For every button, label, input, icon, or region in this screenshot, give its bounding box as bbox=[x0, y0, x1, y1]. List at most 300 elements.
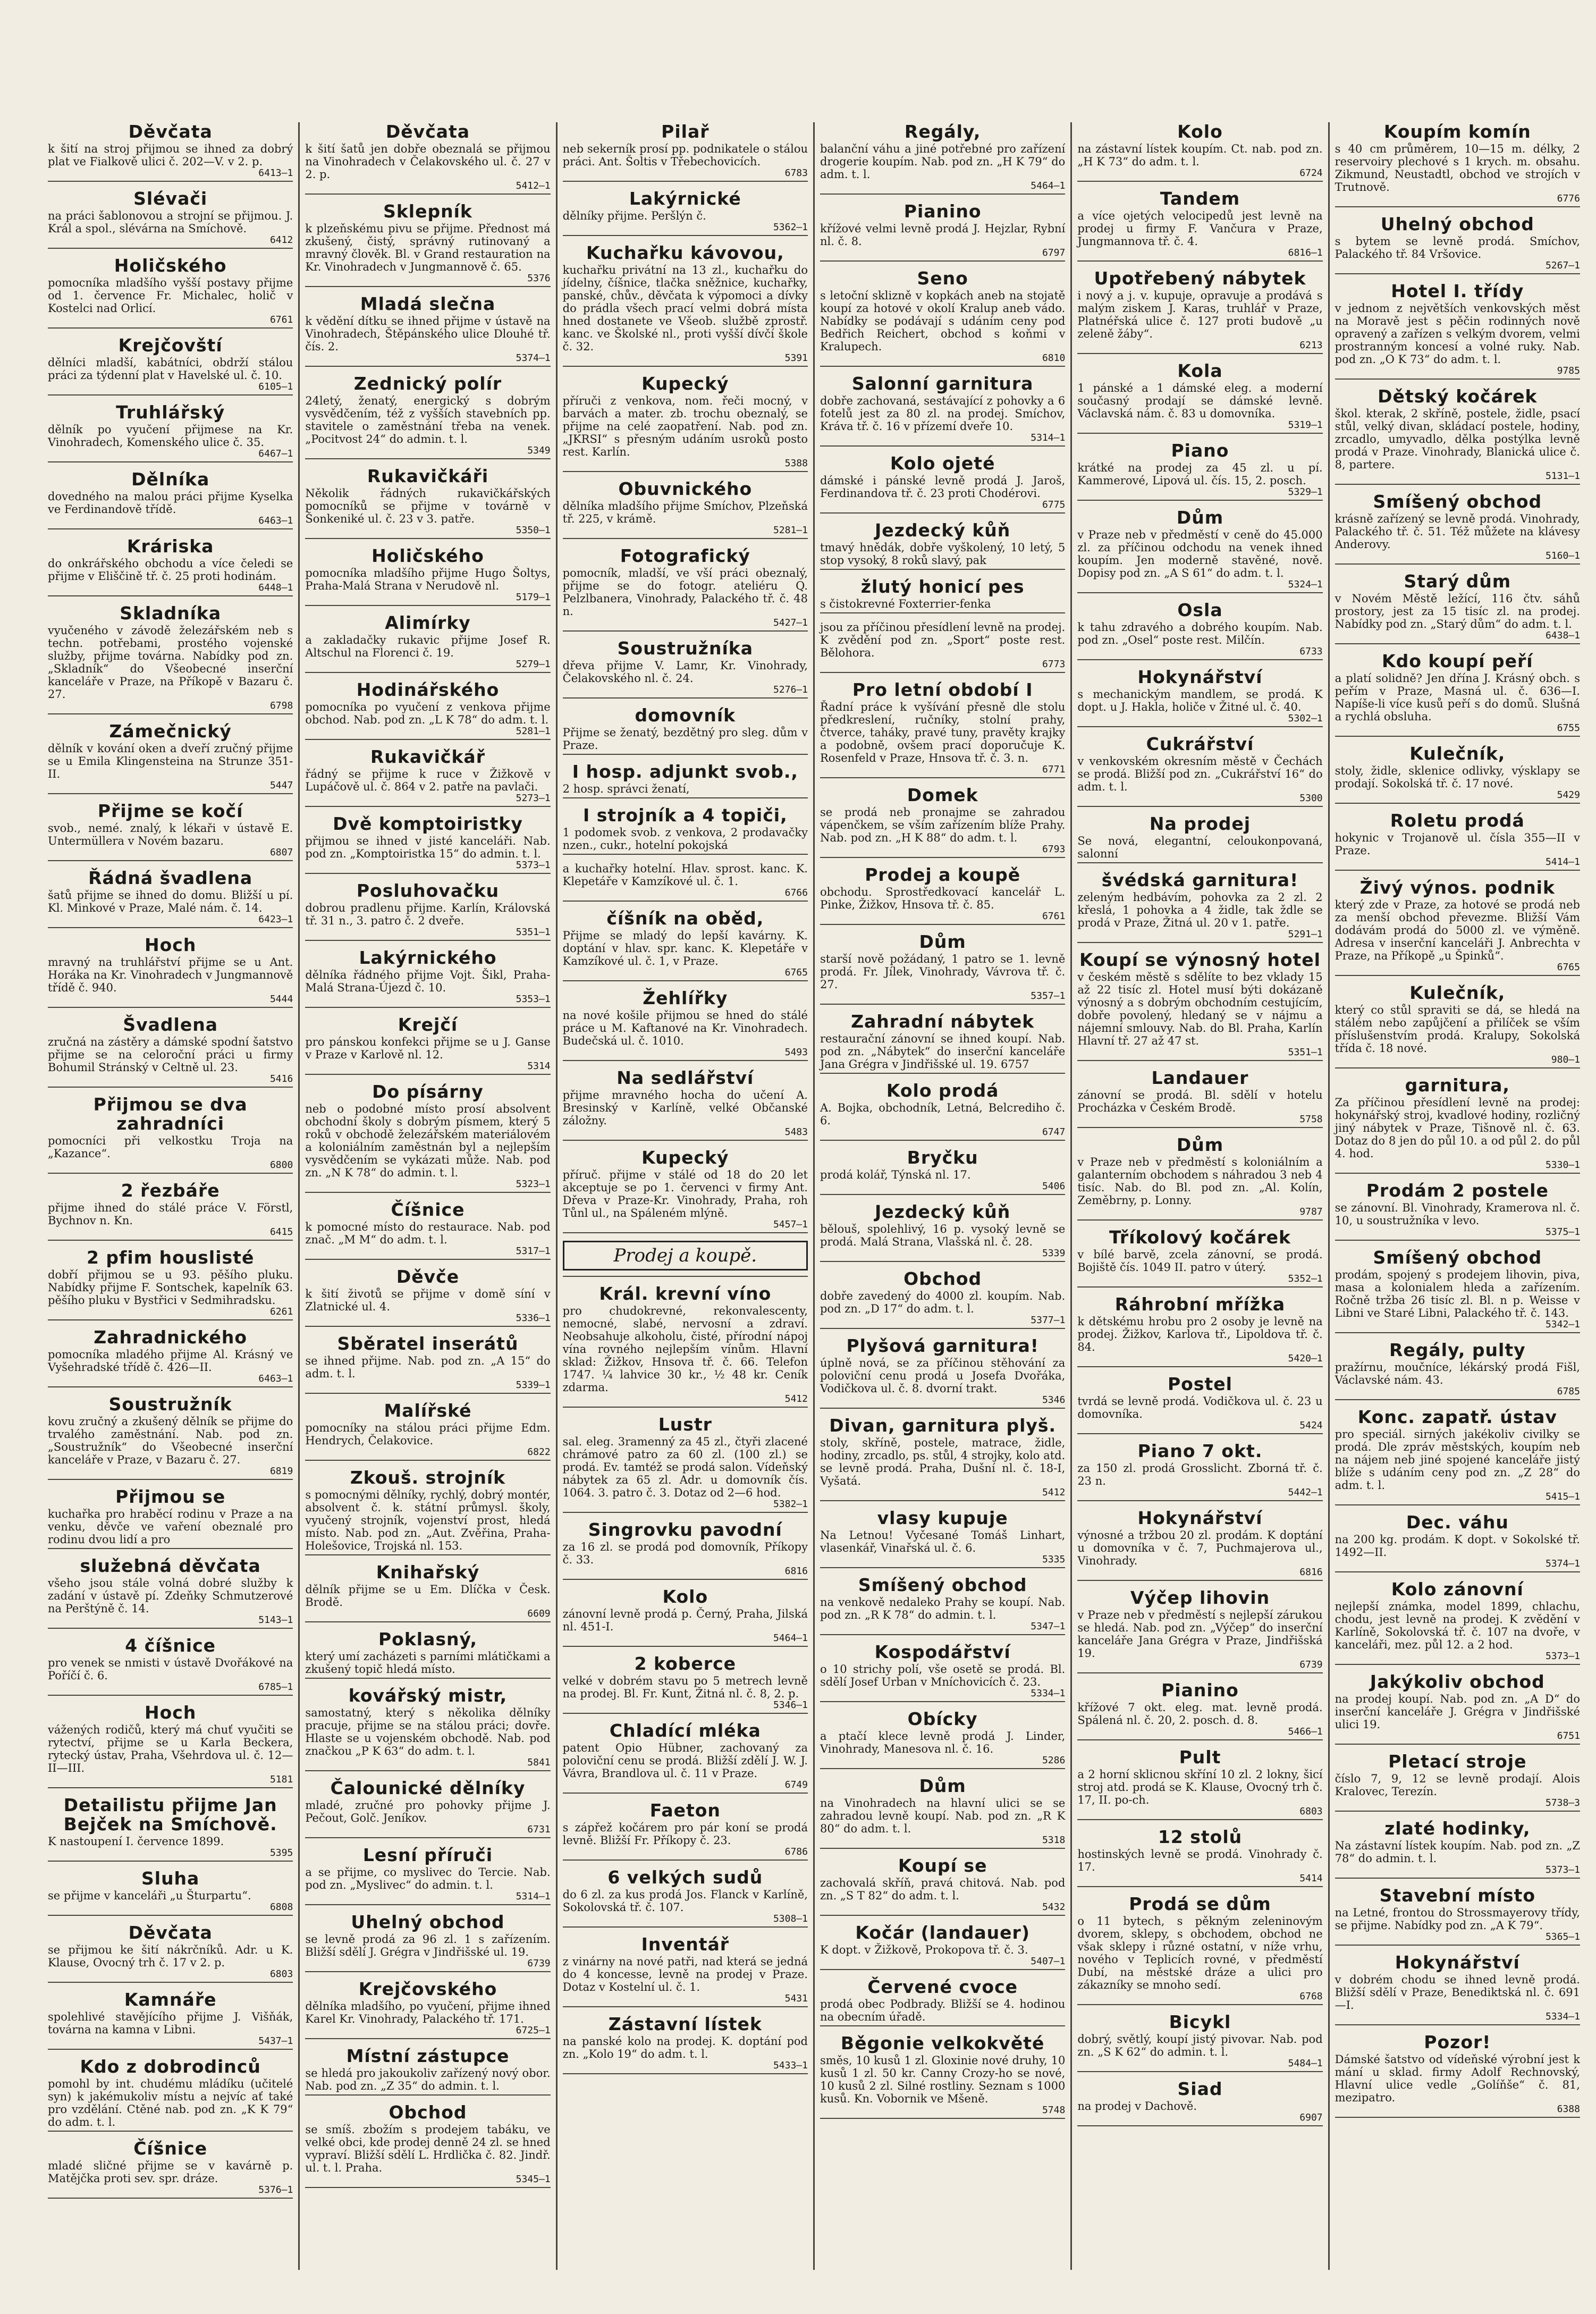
ad-divider bbox=[820, 1634, 1065, 1635]
classified-ad bbox=[1077, 1068, 1322, 1128]
ad-code: 5308—1 bbox=[773, 1913, 808, 1924]
ad-text: A. Bojka, obchodník, Letná, Belcrediho č. 6. bbox=[820, 1101, 1066, 1127]
classified-ad bbox=[1077, 735, 1322, 807]
ad-heading: Jezdecký kůň bbox=[874, 520, 1011, 541]
ad-divider bbox=[563, 1646, 808, 1647]
ad-code: 6793 bbox=[1042, 844, 1066, 855]
ad-divider bbox=[563, 235, 808, 236]
classified-ad bbox=[820, 1856, 1065, 1916]
ad-code: 6907 bbox=[1299, 2112, 1323, 2123]
ad-divider bbox=[1077, 353, 1322, 354]
ad-text: pomocníka po vyučení z venkova přijme obchod. Nab. pod zn. „L K 78“ do adm. t. l. bbox=[305, 701, 551, 726]
classified-ad bbox=[563, 189, 808, 236]
ad-text: se hledá pro jakoukoliv zařízený nový obor. Nab. pod zn. „Z 35“ do admin. t. l. bbox=[305, 2067, 551, 2092]
ad-heading: zlaté hodinky, bbox=[1384, 1818, 1531, 1839]
ad-text: pomohl by int. chudému mládíku (učitelé syn) k jakémukoliv místu a nejvíc ať také pro vzdělání. Ctěné nab. pod zn. „K K 79“ do adm. t. l. bbox=[48, 2077, 293, 2128]
ad-heading: Jezdecký kůň bbox=[874, 1201, 1011, 1222]
ad-code: 6388 bbox=[1557, 2103, 1580, 2115]
classified-ad bbox=[305, 1913, 550, 1972]
ad-heading: Děvčata bbox=[128, 1922, 213, 1943]
ad-divider bbox=[563, 854, 808, 855]
ad-heading: Osla bbox=[1177, 600, 1223, 620]
ad-heading: Starý dům bbox=[1404, 571, 1511, 592]
ad-text: restaurační zánovní se ihned koupí. Nab. pod zn. „Nábytek“ do inserční kanceláře Jana Grégra v Jindřišské ul. 19. 6757 bbox=[820, 1032, 1066, 1071]
ad-code: 5414—1 bbox=[1545, 856, 1580, 868]
classified-ad bbox=[820, 2034, 1065, 2119]
ad-code: 5291—1 bbox=[1288, 929, 1323, 940]
classified-ad bbox=[1335, 387, 1580, 485]
classified-ad bbox=[820, 1777, 1065, 1849]
ad-code: 6761 bbox=[1042, 911, 1066, 922]
ad-code: 6771 bbox=[1042, 764, 1066, 775]
ad-divider bbox=[1077, 862, 1322, 863]
ad-code: 6761 bbox=[269, 314, 293, 325]
ad-divider bbox=[305, 1259, 550, 1260]
ad-heading: Smíšený obchod bbox=[858, 1575, 1027, 1595]
ad-text: dělník v kování oken a dveří zručný přijme se u Emila Klingensteina na Strunze 351-II. bbox=[48, 742, 293, 780]
ad-code: 5330—1 bbox=[1545, 1159, 1580, 1171]
ad-text: spolehlivé stavějícího přijme J. Višňák, továrna na kamna v Libni. bbox=[48, 2010, 293, 2036]
ad-code: 6755 bbox=[1557, 722, 1580, 734]
ad-heading: kovářský mistr, bbox=[348, 1685, 508, 1706]
ad-divider bbox=[305, 739, 550, 740]
ad-heading: Bryčku bbox=[907, 1147, 978, 1168]
ad-heading: Salonní garnitura bbox=[851, 373, 1034, 394]
ad-divider bbox=[563, 2073, 808, 2074]
ad-divider bbox=[305, 1192, 550, 1193]
ad-code: 6725—1 bbox=[516, 2025, 551, 2036]
classified-ad bbox=[48, 1869, 293, 1916]
classified-ad bbox=[48, 1181, 293, 1241]
ad-text: s čistokrevné Foxterrier-fenka bbox=[820, 598, 991, 610]
ad-text: k plzeňskému pivu se přijme. Přednost má zkušený, čistý, správný rutinovaný a mravný člověk. Bl. v Grand restauration na Kr. Vinohradech v Jungmannově č. 65. bbox=[305, 222, 551, 273]
ad-divider bbox=[820, 1768, 1065, 1769]
ad-heading: Uhelný obchod bbox=[351, 1912, 505, 1932]
classified-ad bbox=[1335, 1408, 1580, 1505]
classified-ad bbox=[48, 869, 293, 928]
ad-heading: Kdo z dobrodinců bbox=[80, 2056, 261, 2077]
ad-heading: Kospodářství bbox=[874, 1642, 1011, 1662]
ad-text: škol. kterak, 2 skříně, postele, židle, psací stůl, velký divan, skládací postele, hodiny, zrcadlo, umyvadlo, dělka postýlka levně prodá v Praze. Vinohrady, Blanická ulice č. 8, partere. bbox=[1335, 407, 1580, 471]
ad-heading: Konc. zapatř. ústav bbox=[1357, 1407, 1557, 1427]
classified-ad bbox=[48, 1095, 293, 1174]
classified-ad bbox=[563, 1068, 808, 1141]
ad-heading: Dům bbox=[1176, 507, 1224, 528]
ad-code: 5427—1 bbox=[773, 617, 808, 628]
ad-code: 6105—1 bbox=[258, 381, 293, 392]
ad-divider bbox=[820, 924, 1065, 925]
ad-divider bbox=[563, 2006, 808, 2007]
ad-text: velké v dobrém stavu po 5 metrech levně na prodej. Bl. Fr. Kunt, Žitná nl. č. 8, 2. p. bbox=[562, 1675, 808, 1700]
ad-divider bbox=[1335, 206, 1580, 207]
ad-divider bbox=[48, 2049, 293, 2050]
classified-ad bbox=[1077, 601, 1322, 660]
ad-divider bbox=[563, 980, 808, 981]
ad-code: 5336—1 bbox=[516, 1312, 551, 1324]
classified-ad bbox=[563, 862, 808, 902]
ad-divider bbox=[563, 1140, 808, 1141]
ad-code: 5493 bbox=[784, 1047, 808, 1058]
ad-heading: Červené cvoce bbox=[867, 1976, 1018, 1997]
classified-ad bbox=[48, 1796, 293, 1862]
ad-heading: Smíšený obchod bbox=[1373, 491, 1542, 512]
classified-ad bbox=[48, 1556, 293, 1629]
ad-divider bbox=[48, 1628, 293, 1629]
ad-divider bbox=[1077, 2071, 1322, 2072]
classified-ad bbox=[1077, 1588, 1322, 1673]
classified-ad bbox=[305, 1846, 550, 1905]
ad-code: 5160—1 bbox=[1545, 550, 1580, 561]
ad-heading: I hosp. adjunkt svob., bbox=[572, 761, 798, 782]
ad-heading: Obícky bbox=[907, 1709, 978, 1729]
ad-code: 6448—1 bbox=[258, 582, 293, 593]
ad-text: se levně prodá za 96 zl. 1 s zařízením. Bližší sdělí J. Grégra v Jindřišské ul. 19. bbox=[305, 1933, 551, 1958]
ad-text: v venkovském okresním městě v Čechách se prodá. Bližší pod zn. „Cukrářství 16“ do adm. t. l. bbox=[1077, 755, 1323, 793]
ad-code: 9787 bbox=[1299, 1206, 1323, 1217]
ad-heading: Seno bbox=[917, 268, 968, 289]
ad-divider bbox=[305, 2038, 550, 2039]
ad-text: na 200 kg. prodám. K dopt. v Sokolské tř. 1492—II. bbox=[1335, 1533, 1580, 1559]
ad-heading: Tandem bbox=[1160, 188, 1240, 209]
ad-code: 6766 bbox=[784, 887, 808, 898]
classified-ad bbox=[1335, 1181, 1580, 1241]
ad-code: 5179—1 bbox=[516, 592, 551, 603]
ad-text: s 40 cm průměrem, 10—15 m. délky, 2 reservoiry plechové s 1 krych. m. obsahu. Zikmund, Neustadtl, obchod ve strojích v Trutnově. bbox=[1335, 142, 1580, 193]
ad-divider bbox=[48, 181, 293, 182]
classified-ad bbox=[820, 454, 1065, 514]
ad-text: v Novém Městě ležící, 116 čtv. sáhů prostory, jest za 15 tisíc zl. na prodej. Nabídky pod zn. „Starý dům“ do adm. t. l. bbox=[1335, 592, 1580, 630]
classified-ad bbox=[820, 1336, 1065, 1409]
ad-heading: 2 pfim houslisté bbox=[86, 1247, 255, 1268]
ad-code: 5300 bbox=[1299, 793, 1323, 804]
classified-ad bbox=[48, 1015, 293, 1088]
ad-code: 6463—1 bbox=[258, 515, 293, 526]
ad-divider bbox=[48, 528, 293, 529]
ad-code: 6786 bbox=[784, 1846, 808, 1857]
classified-ad bbox=[48, 2057, 293, 2132]
ad-heading: Do písárny bbox=[372, 1081, 484, 1102]
ad-heading: Faeton bbox=[649, 1800, 721, 1821]
ad-divider bbox=[563, 1060, 808, 1061]
ad-heading: Čalounické dělníky bbox=[330, 1778, 526, 1798]
classified-ad bbox=[1335, 122, 1580, 207]
ad-code: 6413—1 bbox=[258, 167, 293, 179]
classified-ad bbox=[563, 1654, 808, 1714]
ad-heading: Smíšený obchod bbox=[1373, 1247, 1542, 1268]
ad-divider bbox=[820, 2118, 1065, 2119]
ad-heading: Prodá se dům bbox=[1129, 1894, 1271, 1914]
ad-divider bbox=[820, 1328, 1065, 1329]
ad-divider bbox=[1077, 1500, 1322, 1501]
classified-ad bbox=[1335, 1886, 1580, 1946]
ad-divider bbox=[48, 1861, 293, 1862]
classified-ad bbox=[305, 680, 550, 740]
classified-ad bbox=[1335, 215, 1580, 274]
ad-divider bbox=[820, 260, 1065, 262]
ad-text: a se přijme, co myslivec do Tercie. Nab. pod zn. „Myslivec“ do admin. t. l. bbox=[305, 1866, 551, 1891]
ad-heading: 6 velkých sudů bbox=[607, 1867, 763, 1888]
ad-code: 5365—1 bbox=[1545, 1931, 1580, 1942]
classified-ad bbox=[305, 1200, 550, 1260]
ad-divider bbox=[1077, 2004, 1322, 2005]
ad-text: který co stůl spraviti se dá, se hledá na stálém nebo zapůjčení a přilíček se vším příslušenstvím prodá. Kralupy, Sokolská třída č. 18 nové. bbox=[1335, 1004, 1580, 1055]
ad-divider bbox=[305, 806, 550, 807]
ad-code: 5444 bbox=[269, 994, 293, 1005]
ad-text: zánovní se prodá. Bl. sdělí v hotelu Procházka v Českém Brodě. bbox=[1077, 1089, 1323, 1114]
classified-ad bbox=[1077, 1442, 1322, 1501]
ad-code: 5339—1 bbox=[516, 1379, 551, 1391]
classified-ad bbox=[1077, 2080, 1322, 2126]
ad-divider bbox=[1335, 484, 1580, 485]
ad-text: s bytem se levně prodá. Smíchov, Palackého tř. 84 Vršovice. bbox=[1335, 235, 1580, 260]
ad-divider bbox=[305, 1393, 550, 1394]
ad-text: k tahu zdravého a dobrého koupím. Nab. pod zn. „Osel“ poste rest. Milčín. bbox=[1077, 621, 1323, 646]
ad-divider bbox=[563, 1276, 808, 1277]
ad-code: 6467—1 bbox=[258, 448, 293, 459]
ad-heading: Malířské bbox=[384, 1400, 472, 1421]
ad-heading: Cukrářství bbox=[1146, 734, 1254, 754]
ad-code: 5323—1 bbox=[516, 1179, 551, 1190]
ad-heading: Uhelný obchod bbox=[1380, 214, 1534, 234]
ad-divider bbox=[820, 672, 1065, 673]
classified-ad bbox=[48, 122, 293, 182]
ad-text: v českém městě s sdělíte to bez vklady 15 až 22 tisíc zl. Hotel musí býti dokázaně výnosný a s dobrým obchodním cestujícím, dobře povolený, hledaný se v nájmu a nájemní smlouvy. Nab. do Bl. Praha, Karlín Hlavní tř. 27 až 47 st. bbox=[1077, 971, 1323, 1047]
classified-ad bbox=[563, 122, 808, 182]
ad-code: 5346—1 bbox=[773, 1699, 808, 1711]
ad-code: 6816 bbox=[784, 1566, 808, 1577]
ad-text: v Praze neb v předměstí s koloniálním a galanterním obchodem s náhradou 3 neb 4 tisíc. Nab. do Bl. pod zn. „Al. Kolín, Zeměbrny, p. Lonny. bbox=[1077, 1156, 1323, 1207]
ad-text: se přijme v kanceláři „u Šturpartu“. bbox=[48, 1889, 251, 1902]
ad-code: 5281—1 bbox=[516, 726, 551, 737]
ad-text: číslo 7, 9, 12 se levně prodají. Alois Kralovec, Terezín. bbox=[1335, 1772, 1580, 1798]
ad-text: i nový a j. v. kupuje, opravuje a prodává s malým ziskem J. Karas, truhlář v Praze, Platnéřská ulice č. 127 proti budově „u zeleně žáby“. bbox=[1077, 289, 1323, 340]
ad-divider bbox=[820, 1567, 1065, 1568]
ad-heading: Domek bbox=[907, 785, 978, 805]
ad-text: jsou za příčinou přesídlení levně na prodej. K zvědění pod zn. „Sport“ poste rest. Bělohora. bbox=[820, 621, 1066, 659]
ad-text: svob., nemé. znalý, k lékaři v ústavě E. Untermüllera v Novém bazaru. bbox=[48, 822, 293, 847]
ad-text: na nové košile přijmou se hned do stálé práce u M. Kaftanové na Kr. Vinohradech. Budečská ul. č. 1010. bbox=[562, 1009, 808, 1047]
ad-divider bbox=[563, 697, 808, 699]
ad-code: 5342—1 bbox=[1545, 1319, 1580, 1330]
ad-heading: Koupí se bbox=[898, 1855, 987, 1876]
ad-text: který umí zacházeti s parními mlátičkami a zkušený topič hledá místo. bbox=[305, 1650, 551, 1676]
ad-text: v dobrém chodu se ihned levně prodá. Bližší sdělí v Praze, Benediktská nl. č. 691—I. bbox=[1335, 1973, 1580, 2012]
classified-ad bbox=[305, 294, 550, 367]
ad-text: dřeva přijme V. Lamr, Kr. Vinohrady, Čelakovského nl. č. 24. bbox=[562, 659, 808, 685]
ad-text: 1 podomek svob. z venkova, 2 prodavačky nzen., cukr., hotelní pokojská bbox=[562, 826, 808, 852]
ad-text: a kuchařky hotelní. Hlav. sprost. kanc. K. Klepetáře v Kamzíkové ul. č. 1. bbox=[562, 862, 808, 888]
ad-heading: Děvčata bbox=[385, 122, 470, 142]
ad-text: příruči z venkova, nom. řeči mocný, v barvách a mater. zb. trochu obeznalý, se přijme na celé zaopatření. Nab. pod zn. „JKRSI“ s přesným udáním usroků posto rest. Karlín. bbox=[562, 394, 808, 458]
ad-text: s zápřež kočárem pro pár koní se prodá levně. Bližší Fr. Příkopy č. 23. bbox=[562, 1821, 808, 1847]
ad-text: dělníka mladšího přijme Smíchov, Plzeňská tř. 225, v krámě. bbox=[562, 500, 808, 525]
ad-text: K nastoupení I. července 1899. bbox=[48, 1835, 224, 1848]
ad-code: 6800 bbox=[269, 1159, 293, 1171]
ad-code: 6213 bbox=[1299, 340, 1323, 351]
classified-ad bbox=[820, 521, 1065, 570]
ad-code: 5420—1 bbox=[1288, 1353, 1323, 1364]
ad-heading: Zkouš. strojník bbox=[350, 1467, 506, 1488]
ad-heading: Zednický polír bbox=[353, 373, 502, 394]
ad-heading: Hodinářského bbox=[356, 679, 500, 700]
ad-divider bbox=[1335, 1811, 1580, 1812]
ad-text: Několik řádných rukavičkářských pomocníků se přijme v továrně v Šonkeniké ul. č. 23 v 3. patře. bbox=[305, 487, 551, 525]
ad-heading: Sběratel inserátů bbox=[337, 1333, 519, 1354]
classified-ad bbox=[1335, 1672, 1580, 1745]
ad-text: mravný na truhlářství přijme se u Ant. Horáka na Kr. Vinohradech v Jungmannově třídě č. 940. bbox=[48, 956, 293, 994]
classified-ad bbox=[820, 786, 1065, 858]
classified-ad bbox=[820, 1416, 1065, 1501]
ad-divider bbox=[563, 366, 808, 367]
ad-text: Na zástavní lístek koupím. Nab. pod zn. „Z 78“ do admin. t. l. bbox=[1335, 1839, 1580, 1865]
ad-text: s pomocnými dělníky, rychlý, dobrý montér, absolvent č. k. státní průmysl. školy, vyučený strojník, vojenství prost, hledá místo. Nab. pod zn. „Aut. Zvěřina, Praha-Holešovice, Trojská nl. 153. bbox=[305, 1488, 551, 1552]
ad-text: 1 pánské a 1 dámské eleg. a moderní současný prodají se dámské levně. Václavská nám. č. 83 u domovníka. bbox=[1077, 382, 1323, 420]
ad-text: balanční váhu a jiné potřebné pro zařízení drogerie koupím. Nab. pod zn. „H K 79“ do adm. t. l. bbox=[820, 142, 1066, 181]
classified-ad bbox=[305, 2103, 550, 2188]
ad-heading: Krejčovského bbox=[358, 1979, 497, 1999]
classified-ad bbox=[563, 909, 808, 981]
ad-code: 6816—1 bbox=[1288, 247, 1323, 258]
ad-heading: garnitura, bbox=[1405, 1075, 1510, 1096]
ad-code: 5738—3 bbox=[1545, 1797, 1580, 1808]
ad-divider bbox=[305, 1007, 550, 1008]
ad-code: 6765 bbox=[1557, 962, 1580, 973]
ad-heading: Dvě komptoiristky bbox=[333, 813, 523, 834]
ad-divider bbox=[1335, 1067, 1580, 1068]
classified-ad bbox=[1335, 1513, 1580, 1572]
ad-heading: Pletací stroje bbox=[1388, 1751, 1527, 1772]
ad-divider bbox=[1077, 1580, 1322, 1581]
ad-code: 5376—1 bbox=[258, 2184, 293, 2195]
ad-code: 5484—1 bbox=[1288, 2058, 1323, 2069]
ad-divider bbox=[563, 1579, 808, 1580]
ad-code: 5317—1 bbox=[516, 1246, 551, 1257]
ad-code: 6816 bbox=[1299, 1567, 1323, 1578]
ad-text: dělníci mladší, kabátníci, obdrží stálou práci za týdenní plat v Havelské ul. č. 10. bbox=[48, 356, 293, 382]
ad-divider bbox=[1077, 942, 1322, 943]
classified-ad bbox=[1335, 1248, 1580, 1333]
ad-divider bbox=[1335, 1878, 1580, 1879]
ad-divider bbox=[305, 940, 550, 941]
ad-text: šatů přijme se ihned do domu. Bližší u pí. Kl. Minkové v Praze, Malé nám. č. 14. bbox=[48, 889, 293, 914]
classified-ad bbox=[820, 680, 1065, 778]
ad-heading: Přijmou se bbox=[115, 1486, 226, 1507]
ad-heading: Kulečník, bbox=[1409, 743, 1506, 764]
ad-text: tmavý hnědák, dobře vyškolený, 10 letý, 5 stop vysoký, 8 roků slavý, pak bbox=[820, 541, 1066, 567]
ad-code: 5335 bbox=[1042, 1554, 1066, 1565]
ad-divider bbox=[305, 1621, 550, 1622]
ad-divider bbox=[1077, 1219, 1322, 1221]
ad-heading: Lakýrnického bbox=[359, 947, 497, 968]
ad-divider bbox=[1335, 1664, 1580, 1665]
ad-divider bbox=[1335, 1173, 1580, 1174]
ad-heading: Holičského bbox=[114, 255, 227, 276]
ad-text: dobří přijmou se u 93. pěšího pluku. Nabídky přijme F. Sontschek, kapelník 63. pěšího pluku v Bystřici v Sedmihradsku. bbox=[48, 1268, 293, 1307]
classified-ad bbox=[563, 1148, 808, 1233]
ad-divider bbox=[563, 1926, 808, 1928]
classified-ad bbox=[305, 1779, 550, 1838]
ad-code: 5353—1 bbox=[516, 994, 551, 1005]
ad-code: 5349 bbox=[527, 445, 551, 456]
ad-code: 6415 bbox=[269, 1226, 293, 1238]
ad-divider bbox=[1335, 2024, 1580, 2025]
ad-code: 5412—1 bbox=[516, 180, 551, 191]
ad-divider bbox=[305, 1074, 550, 1075]
classified-ad bbox=[563, 2015, 808, 2074]
ad-divider bbox=[563, 901, 808, 902]
ad-divider bbox=[563, 538, 808, 539]
ad-code: 5375—1 bbox=[1545, 1226, 1580, 1238]
classified-ad bbox=[1077, 1681, 1322, 1740]
classified-ad bbox=[48, 1703, 293, 1788]
classified-ad bbox=[305, 2047, 550, 2096]
ad-code: 6819 bbox=[269, 1466, 293, 1477]
ad-divider bbox=[1077, 500, 1322, 501]
ad-text: dámské i pánské levně prodá J. Jaroš, Ferdinandova tř. č. 23 proti Chodérovi. bbox=[820, 474, 1066, 500]
ad-divider bbox=[1077, 1060, 1322, 1061]
ad-heading: Kočár (landauer) bbox=[855, 1922, 1030, 1943]
ad-heading: Dům bbox=[1176, 1134, 1224, 1155]
ad-code: 5412 bbox=[1042, 1487, 1066, 1498]
ad-heading: Žehlířky bbox=[643, 988, 728, 1008]
ad-code: 5374—1 bbox=[1545, 1558, 1580, 1569]
ad-code: 5464—1 bbox=[773, 1633, 808, 1644]
ad-divider bbox=[563, 1793, 808, 1794]
ad-heading: Jakýkoliv obchod bbox=[1370, 1671, 1545, 1692]
ad-code: 5351—1 bbox=[516, 927, 551, 938]
ad-divider bbox=[563, 630, 808, 632]
classified-ad bbox=[1077, 950, 1322, 1061]
classified-ad bbox=[563, 1868, 808, 1928]
ad-code: 6609 bbox=[527, 1608, 551, 1619]
ad-divider bbox=[305, 193, 550, 195]
ad-code: 5281—1 bbox=[773, 525, 808, 536]
ad-code: 9785 bbox=[1557, 365, 1580, 376]
classified-ad bbox=[820, 1710, 1065, 1769]
ad-divider bbox=[48, 1548, 293, 1549]
ad-heading: Dům bbox=[919, 931, 966, 952]
ad-text: prodá kolář, Týnská nl. 17. bbox=[820, 1168, 971, 1181]
ad-divider bbox=[563, 471, 808, 472]
ad-code: 5324—1 bbox=[1288, 579, 1323, 590]
ad-divider bbox=[48, 1386, 293, 1387]
ad-text: stoly, židle, sklenice odlivky, výsklapy se prodají. Sokolská tř. č. 17 nové. bbox=[1335, 764, 1580, 790]
ad-heading: Kulečník, bbox=[1409, 982, 1506, 1003]
classified-ad bbox=[820, 269, 1065, 367]
ad-divider bbox=[305, 873, 550, 874]
ad-heading: Živý výnos. podnik bbox=[1359, 877, 1555, 898]
ad-code: 5424 bbox=[1299, 1420, 1323, 1431]
ad-text: pražírnu, moučníce, lékárský prodá Fišl, Václavské nám. 43. bbox=[1335, 1361, 1580, 1386]
ad-text: stoly, skříně, postele, matrace, židle, hodiny, zrcadlo, ps. stůl, 4 strojky, kolo atd. se levně prodá. Praha, Dušní nl. č. 18-I, Vyšatá. bbox=[820, 1436, 1066, 1487]
ad-text: dělník přijme se u Em. Dlíčka v Česk. Brodě. bbox=[305, 1583, 551, 1609]
ad-text: směs, 10 kusů 1 zl. Gloxinie nové druhy, 10 kusů 1 zl. 50 kr. Canny Crozy-ho se nové, 10 kusů 2 zl. Silné rostliny. Seznam s 1000 kusů. Kn. Vobornik ve Mšeně. bbox=[820, 2054, 1066, 2105]
ad-divider bbox=[820, 569, 1065, 570]
ad-divider bbox=[48, 2131, 293, 2132]
ad-divider bbox=[1335, 563, 1580, 565]
ad-text: sal. eleg. 3ramenný za 45 zl., čtyři zlacené chrámové patro za 60 zl. (100 zl.) se prodá. Ev. tamtéž se prodá salon. Vídeňský nábytek za 65 zl. Adr. u domovník čís. 1064. 3. patro č. 3. Dotaz od 2—6 hod. bbox=[562, 1435, 808, 1499]
ad-code: 5373—1 bbox=[516, 860, 551, 871]
ad-text: s mechanickým mandlem, se prodá. K dopt. u J. Hakla, holiče v Žitné ul. č. 40. bbox=[1077, 688, 1323, 713]
ad-divider bbox=[1077, 726, 1322, 727]
ad-heading: Upotřebený nábytek bbox=[1094, 268, 1306, 289]
ad-divider bbox=[1077, 433, 1322, 434]
ad-divider bbox=[48, 927, 293, 928]
ad-text: na venkově nedaleko Prahy se koupí. Nab. pod zn. „R K 78“ do admin. t. l. bbox=[820, 1596, 1066, 1621]
classified-ad bbox=[48, 1487, 293, 1549]
ad-text: k vědění dítku se ihned přijme v ústavě na Vinohradech, Štěpánského ulice Dlouhé tř. čís. 2. bbox=[305, 315, 551, 353]
ad-heading: Hokynářství bbox=[1395, 1952, 1520, 1973]
